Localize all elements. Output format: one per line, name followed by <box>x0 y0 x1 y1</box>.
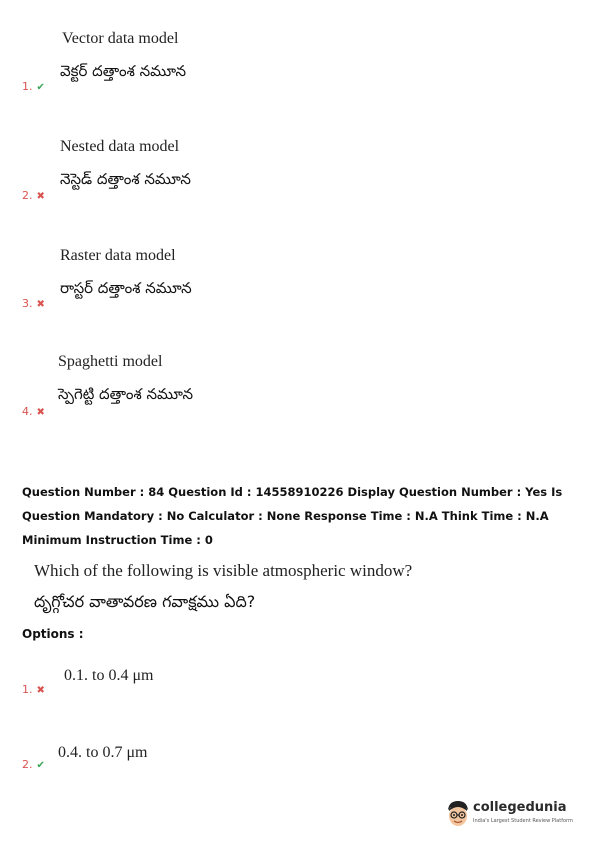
question-text-telugu: దృగ్గోచర వాతావరణ గవాక్షము ఏది? <box>34 592 256 611</box>
collegedunia-logo <box>445 798 585 832</box>
prev-option-1-telugu: వెక్టర్ దత్తాంశ నమూన <box>60 62 187 80</box>
question-text-english: Which of the following is visible atmospheric window? <box>34 561 413 580</box>
prev-option-4-number <box>22 405 45 418</box>
cross-icon: ✖ <box>36 685 45 696</box>
option-number: 1. <box>22 80 33 93</box>
prev-option-2-telugu: నెస్టెడ్ దత్తాంశ నమూన <box>60 170 191 188</box>
option-number: 4. <box>22 405 33 418</box>
option-1-number <box>22 683 45 696</box>
checkmark-icon: ✔ <box>36 760 45 771</box>
option-2-text: 0.4. to 0.7 μm <box>58 744 148 761</box>
cross-icon: ✖ <box>36 299 45 310</box>
option-number: 1. <box>22 683 33 696</box>
option-number: 2. <box>22 758 33 771</box>
prev-option-3-english: Raster data model <box>60 247 176 264</box>
prev-option-4-english: Spaghetti model <box>58 353 163 370</box>
brand-tagline: India's Largest Student Review Platform <box>473 818 573 824</box>
option-number: 3. <box>22 297 33 310</box>
question-metadata: Question Number : 84 Question Id : 14558910226 Display Question Number : Yes Is Question Mandatory : No Calculator : None Response Time : N.A Think Time : N.A Minimum Instruction Time : 0 <box>22 485 563 547</box>
cross-icon: ✖ <box>36 191 45 202</box>
prev-option-2-english: Nested data model <box>60 138 180 155</box>
mascot-face-icon <box>445 799 471 829</box>
option-2-number <box>22 758 45 771</box>
cross-icon: ✖ <box>36 407 45 418</box>
prev-option-2-number <box>22 189 45 202</box>
option-number: 2. <box>22 189 33 202</box>
options-label: Options : <box>22 627 84 641</box>
prev-option-4-telugu: స్పెగెట్టి దత్తాంశ నమూన <box>58 385 193 403</box>
prev-option-1-number <box>22 80 45 93</box>
prev-option-3-telugu: రాస్టర్ దత్తాంశ నమూన <box>60 279 192 297</box>
prev-option-3-number <box>22 297 45 310</box>
checkmark-icon: ✔ <box>36 82 45 93</box>
prev-option-1-english: Vector data model <box>62 30 179 47</box>
option-1-text: 0.1. to 0.4 μm <box>64 667 154 684</box>
brand-name: collegedunia <box>473 800 567 815</box>
